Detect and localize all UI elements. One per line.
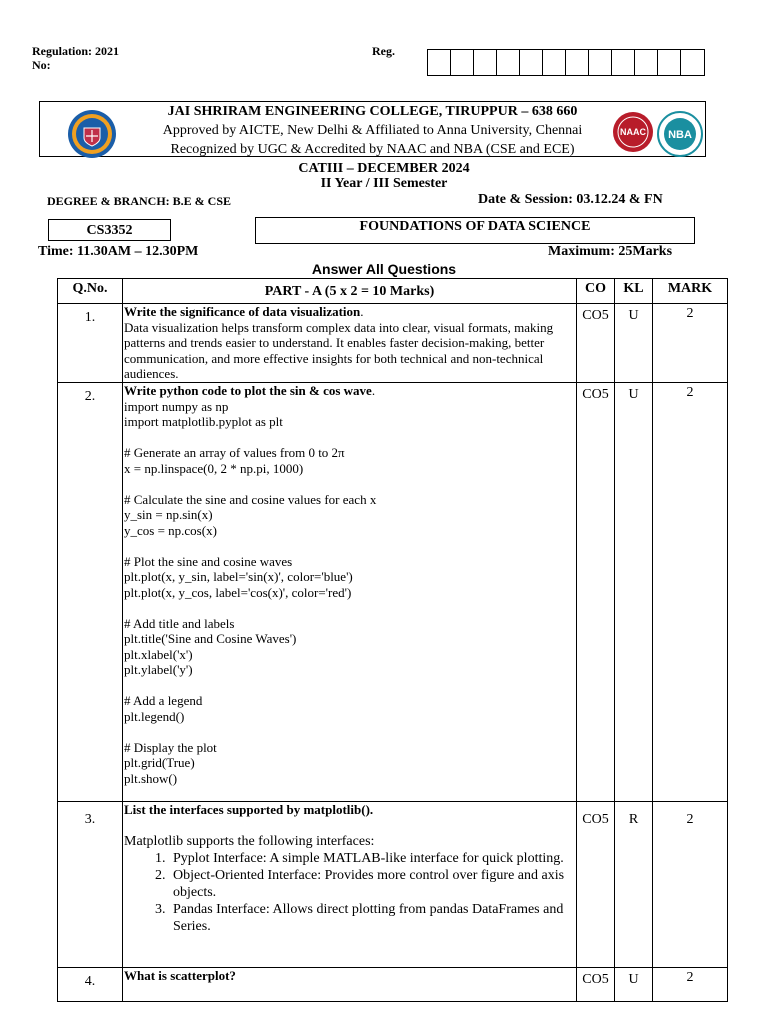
- co-value: CO5: [577, 383, 615, 802]
- code-line: y_cos = np.cos(x): [124, 522, 217, 538]
- reg-digit-box: [589, 50, 612, 75]
- naac-logo-text: NAAC: [620, 127, 646, 137]
- question-cell: [123, 968, 577, 1002]
- date-session: Date & Session: 03.12.24 & FN: [478, 192, 663, 207]
- mark-value: 2: [653, 304, 728, 383]
- college-approval: Approved by AICTE, New Delhi & Affiliated to Anna University, Chennai: [162, 123, 583, 138]
- code-line: # Calculate the sine and cosine values for each x: [124, 491, 377, 507]
- table-header-row: [58, 279, 728, 304]
- college-recognition: Recognized by UGC & Accredited by NAAC and NBA (CSE and ECE): [170, 142, 575, 157]
- reg-digit-box: [612, 50, 635, 75]
- code-line: [124, 600, 576, 616]
- question-number: 3.: [58, 802, 123, 968]
- code-block: [124, 399, 576, 787]
- code-line: plt.plot(x, y_sin, label='sin(x)', color='blue'): [124, 569, 353, 584]
- subject-code: CS3352: [48, 219, 171, 241]
- kl-value: U: [615, 304, 653, 383]
- answer-intro: Matplotlib supports the following interfaces:: [124, 833, 375, 849]
- reg-digit-box: [681, 50, 704, 75]
- reg-digit-box: [451, 50, 474, 75]
- table-row: [58, 968, 728, 1002]
- code-line: plt.legend(): [124, 708, 185, 724]
- reg-digit-box: [497, 50, 520, 75]
- exam-year-semester: II Year / III Semester: [320, 176, 448, 191]
- reg-digit-box: [474, 50, 497, 75]
- co-value: CO5: [577, 304, 615, 383]
- question-title-tail: .: [371, 383, 376, 398]
- code-line: plt.xlabel('x'): [124, 646, 193, 662]
- reg-digit-box: [428, 50, 451, 75]
- code-line: [124, 724, 576, 740]
- mark-value: 2: [653, 383, 728, 802]
- question-number: 2.: [58, 383, 123, 802]
- college-header: [39, 101, 706, 157]
- question-cell: [123, 304, 577, 383]
- code-line: # Generate an array of values from 0 to 2π: [124, 445, 345, 460]
- regulation-label: [32, 44, 119, 72]
- question-table: [57, 278, 728, 1002]
- regulation-text: Regulation: 2021: [32, 44, 119, 58]
- code-line: # Add title and labels: [124, 615, 235, 631]
- exam-title: CATIII – DECEMBER 2024: [298, 161, 470, 176]
- reg-number-boxes: [427, 49, 705, 76]
- code-line: [124, 430, 576, 446]
- co-value: CO5: [577, 968, 615, 1002]
- code-line: # Display the plot: [124, 739, 217, 755]
- reg-digit-box: [635, 50, 658, 75]
- code-line: import matplotlib.pyplot as plt: [124, 414, 283, 429]
- reg-label: Reg.: [372, 44, 395, 58]
- mark-value: 2: [653, 802, 728, 968]
- question-title: What is scatterplot?: [124, 968, 236, 983]
- naac-logo-icon: [612, 111, 654, 153]
- reg-digit-box: [566, 50, 589, 75]
- exam-title-block: [0, 161, 768, 191]
- code-line: import numpy as np: [124, 398, 229, 414]
- header-qno: Q.No.: [58, 279, 123, 304]
- reg-digit-box: [658, 50, 681, 75]
- code-line: [124, 476, 576, 492]
- table-row: [58, 383, 728, 802]
- code-line: y_sin = np.sin(x): [124, 507, 213, 522]
- code-line: plt.grid(True): [124, 755, 195, 770]
- kl-value: R: [615, 802, 653, 968]
- question-title-tail: .: [360, 304, 364, 319]
- question-cell: [123, 383, 577, 802]
- degree-branch: DEGREE & BRANCH: B.E & CSE: [47, 194, 232, 208]
- exam-time: Time: 11.30AM – 12.30PM: [38, 244, 199, 259]
- question-number: 4.: [58, 968, 123, 1002]
- reg-digit-box: [520, 50, 543, 75]
- nba-logo-text: NBA: [668, 129, 692, 141]
- code-line: plt.plot(x, y_cos, label='cos(x)', color='red'): [124, 584, 352, 600]
- table-row: [58, 304, 728, 383]
- subject-name: FOUNDATIONS OF DATA SCIENCE: [255, 217, 695, 244]
- question-title: List the interfaces supported by matplotlib().: [124, 802, 374, 817]
- interface-list: [124, 850, 576, 935]
- header-part: PART - A (5 x 2 = 10 Marks): [123, 279, 577, 304]
- header-kl: KL: [615, 279, 653, 304]
- code-line: [124, 678, 576, 694]
- code-line: [124, 538, 576, 554]
- maximum-marks: Maximum: 25Marks: [548, 244, 673, 259]
- list-item: 1. Pyplot Interface: A simple MATLAB-like interface for quick plotting.: [169, 850, 576, 867]
- code-line: plt.ylabel('y'): [124, 662, 193, 677]
- question-number: 1.: [58, 304, 123, 383]
- co-value: CO5: [577, 802, 615, 968]
- answer-all-instruction: Answer All Questions: [311, 261, 457, 277]
- code-line: # Add a legend: [124, 693, 203, 708]
- no-label: No:: [32, 58, 51, 72]
- code-line: x = np.linspace(0, 2 * np.pi, 1000): [124, 460, 304, 476]
- kl-value: U: [615, 383, 653, 802]
- header-co: CO: [577, 279, 615, 304]
- question-cell: [123, 802, 577, 968]
- answer-text: Data visualization helps transform complex data into clear, visual formats, making patterns and trends easier to understand. It enables faster decision-making, better communication, and more effective insights for both technical and non-technical audiences.: [124, 319, 554, 381]
- mark-value: 2: [653, 968, 728, 1002]
- reg-digit-box: [543, 50, 566, 75]
- college-name: JAI SHRIRAM ENGINEERING COLLEGE, TIRUPPUR – 638 660: [167, 104, 578, 119]
- nba-logo-icon: [657, 111, 703, 157]
- list-item: 2. Object-Oriented Interface: Provides more control over figure and axis objects.: [169, 867, 576, 901]
- list-item: 3. Pandas Interface: Allows direct plotting from pandas DataFrames and Series.: [169, 901, 576, 935]
- header-mark: MARK: [653, 279, 728, 304]
- code-line: plt.title('Sine and Cosine Waves'): [124, 631, 297, 646]
- table-row: [58, 802, 728, 968]
- question-title: Write python code to plot the sin & cos wave: [124, 383, 372, 398]
- code-line: plt.show(): [124, 770, 178, 786]
- kl-value: U: [615, 968, 653, 1002]
- code-line: # Plot the sine and cosine waves: [124, 553, 293, 569]
- question-title: Write the significance of data visualization: [124, 304, 361, 319]
